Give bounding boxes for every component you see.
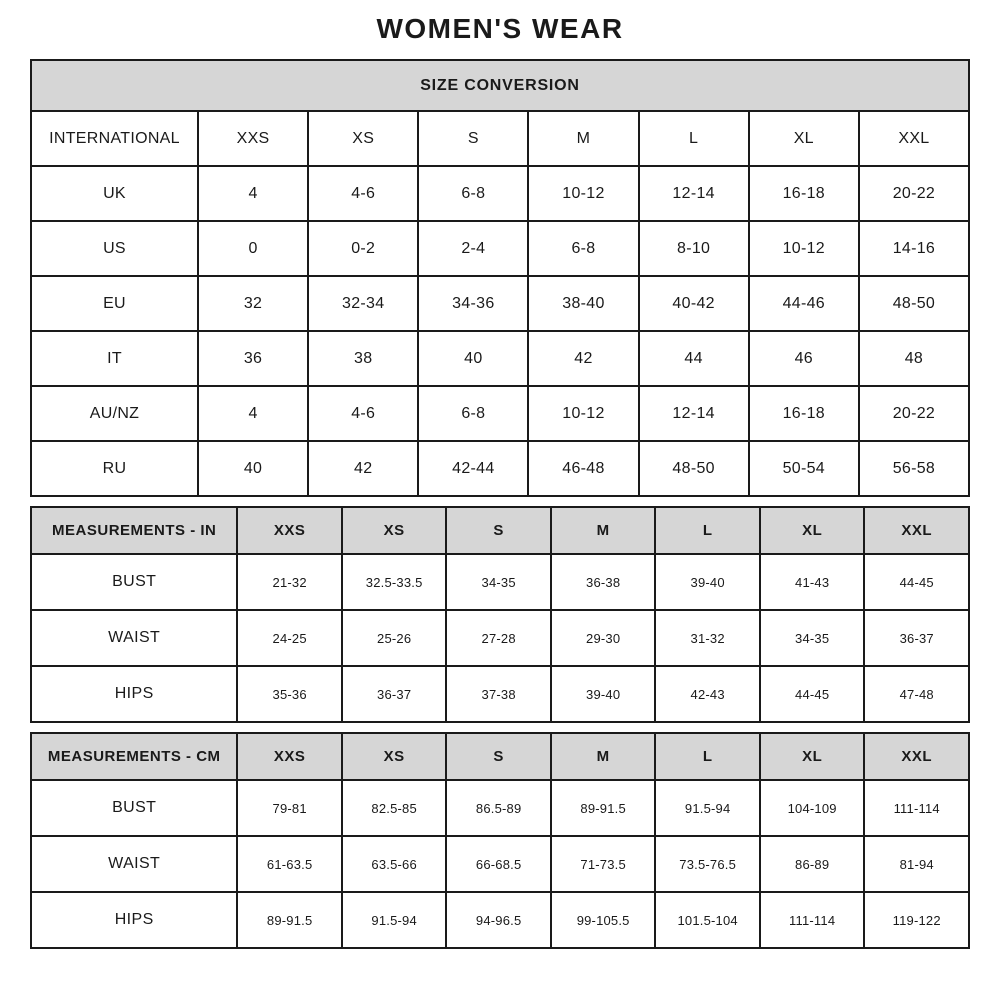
measure-value-cell: 44-45 [760,666,865,722]
size-value-cell: 10-12 [528,386,638,441]
measure-value-cell: 39-40 [551,666,656,722]
size-column-header: INTERNATIONAL [31,111,198,166]
size-value-cell: 10-12 [749,221,859,276]
measure-value-cell: 36-37 [864,610,969,666]
region-label-cell: RU [31,441,198,496]
size-column-header: XS [342,507,447,554]
measurements-cm-title: MEASUREMENTS - CM [31,733,237,780]
size-column-header: S [418,111,528,166]
measure-value-cell: 71-73.5 [551,836,656,892]
size-column-header: XXS [237,733,342,780]
measure-value-cell: 111-114 [864,780,969,836]
size-value-cell: 16-18 [749,166,859,221]
size-value-cell: 44-46 [749,276,859,331]
size-value-cell: 48-50 [859,276,969,331]
measure-value-cell: 36-37 [342,666,447,722]
size-value-cell: 20-22 [859,386,969,441]
measurements-in-head-row [31,507,969,554]
measure-value-cell: 94-96.5 [446,892,551,948]
size-conversion-title: SIZE CONVERSION [31,60,969,111]
page-title: WOMEN'S WEAR [376,13,624,44]
size-value-cell: 32 [198,276,308,331]
size-value-cell: 10-12 [528,166,638,221]
measurements-cm-body [31,780,969,948]
measure-value-cell: 89-91.5 [551,780,656,836]
measure-value-cell: 86.5-89 [446,780,551,836]
size-column-header: XXL [859,111,969,166]
size-value-cell: 16-18 [749,386,859,441]
measure-value-cell: 66-68.5 [446,836,551,892]
size-column-header: L [639,111,749,166]
measure-value-cell: 31-32 [655,610,760,666]
measure-label-cell: BUST [31,554,237,610]
size-value-cell: 4 [198,386,308,441]
size-value-cell: 20-22 [859,166,969,221]
size-column-header: XXS [198,111,308,166]
measure-label-cell: WAIST [31,836,237,892]
table-row [31,276,969,331]
measure-value-cell: 86-89 [760,836,865,892]
size-value-cell: 40 [418,331,528,386]
table-row [31,386,969,441]
size-value-cell: 38 [308,331,418,386]
size-value-cell: 8-10 [639,221,749,276]
measure-value-cell: 25-26 [342,610,447,666]
measure-label-cell: WAIST [31,610,237,666]
measurements-in-body [31,554,969,722]
measure-value-cell: 81-94 [864,836,969,892]
size-value-cell: 40 [198,441,308,496]
size-labels-row [31,111,969,166]
measure-value-cell: 63.5-66 [342,836,447,892]
size-value-cell: 48-50 [639,441,749,496]
measure-label-cell: HIPS [31,666,237,722]
table-row [31,331,969,386]
size-value-cell: 4-6 [308,166,418,221]
size-value-cell: 12-14 [639,386,749,441]
measure-label-cell: HIPS [31,892,237,948]
size-value-cell: 34-36 [418,276,528,331]
table-row [31,666,969,722]
size-value-cell: 4 [198,166,308,221]
size-conversion-table [30,59,970,497]
size-column-header: XXL [864,733,969,780]
measure-value-cell: 73.5-76.5 [655,836,760,892]
table-row [31,780,969,836]
table-row [31,441,969,496]
size-value-cell: 36 [198,331,308,386]
measure-value-cell: 42-43 [655,666,760,722]
region-label-cell: IT [31,331,198,386]
size-value-cell: 56-58 [859,441,969,496]
size-column-header: XXL [864,507,969,554]
size-value-cell: 6-8 [418,386,528,441]
size-conversion-body [31,111,969,496]
measure-value-cell: 47-48 [864,666,969,722]
measure-value-cell: 101.5-104 [655,892,760,948]
measure-value-cell: 24-25 [237,610,342,666]
size-value-cell: 40-42 [639,276,749,331]
measure-value-cell: 29-30 [551,610,656,666]
size-value-cell: 32-34 [308,276,418,331]
measure-value-cell: 27-28 [446,610,551,666]
measure-value-cell: 111-114 [760,892,865,948]
table-row [31,554,969,610]
size-value-cell: 46-48 [528,441,638,496]
size-column-header: M [551,733,656,780]
size-value-cell: 0 [198,221,308,276]
measure-value-cell: 37-38 [446,666,551,722]
table-row [31,610,969,666]
size-column-header: S [446,733,551,780]
size-column-header: XS [308,111,418,166]
table-row [31,221,969,276]
measure-value-cell: 91.5-94 [342,892,447,948]
size-value-cell: 42-44 [418,441,528,496]
region-label-cell: AU/NZ [31,386,198,441]
size-column-header: XL [749,111,859,166]
size-value-cell: 14-16 [859,221,969,276]
size-value-cell: 6-8 [418,166,528,221]
measure-value-cell: 44-45 [864,554,969,610]
size-value-cell: 2-4 [418,221,528,276]
size-column-header: XXS [237,507,342,554]
size-value-cell: 0-2 [308,221,418,276]
size-value-cell: 12-14 [639,166,749,221]
size-value-cell: 44 [639,331,749,386]
measure-value-cell: 34-35 [446,554,551,610]
size-column-header: XL [760,733,865,780]
region-label-cell: US [31,221,198,276]
size-column-header: L [655,507,760,554]
size-conversion-header-row [31,60,969,111]
size-value-cell: 38-40 [528,276,638,331]
measure-value-cell: 104-109 [760,780,865,836]
measure-value-cell: 119-122 [864,892,969,948]
measurements-cm-head-row [31,733,969,780]
measure-value-cell: 34-35 [760,610,865,666]
table-row [31,892,969,948]
size-column-header: XL [760,507,865,554]
size-value-cell: 42 [308,441,418,496]
size-value-cell: 46 [749,331,859,386]
region-label-cell: UK [31,166,198,221]
measurements-in-title: MEASUREMENTS - IN [31,507,237,554]
table-row [31,836,969,892]
size-column-header: XS [342,733,447,780]
size-value-cell: 6-8 [528,221,638,276]
measurements-cm-table [30,732,970,949]
region-label-cell: EU [31,276,198,331]
table-row [31,166,969,221]
measure-value-cell: 89-91.5 [237,892,342,948]
size-chart-page [30,0,970,949]
size-column-header: M [528,111,638,166]
size-value-cell: 48 [859,331,969,386]
measure-value-cell: 21-32 [237,554,342,610]
size-column-header: S [446,507,551,554]
measure-value-cell: 91.5-94 [655,780,760,836]
measure-value-cell: 35-36 [237,666,342,722]
size-value-cell: 50-54 [749,441,859,496]
measure-label-cell: BUST [31,780,237,836]
measure-value-cell: 36-38 [551,554,656,610]
size-value-cell: 42 [528,331,638,386]
measure-value-cell: 32.5-33.5 [342,554,447,610]
measure-value-cell: 82.5-85 [342,780,447,836]
measure-value-cell: 61-63.5 [237,836,342,892]
measure-value-cell: 99-105.5 [551,892,656,948]
size-column-header: L [655,733,760,780]
size-value-cell: 4-6 [308,386,418,441]
measure-value-cell: 41-43 [760,554,865,610]
size-column-header: M [551,507,656,554]
measurements-in-table [30,506,970,723]
measure-value-cell: 39-40 [655,554,760,610]
measure-value-cell: 79-81 [237,780,342,836]
